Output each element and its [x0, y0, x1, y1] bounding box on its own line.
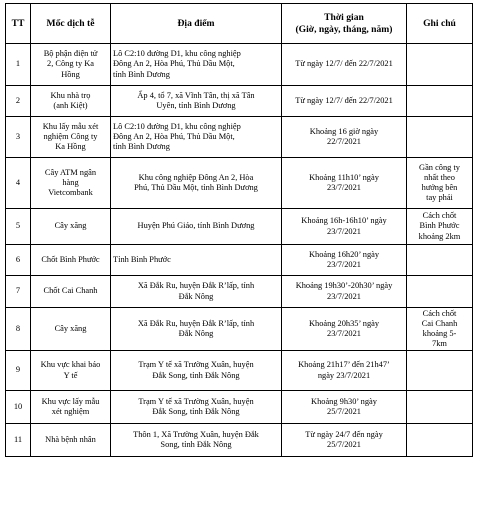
header-tt: TT: [6, 4, 31, 44]
cell-moc: Cây xăng: [31, 209, 111, 245]
cell-ghi-chu: [407, 391, 473, 424]
cell-ghi-chu: [407, 86, 473, 117]
cell-thoi-gian: Từ ngày 12/7/ đến 22/7/2021: [282, 44, 407, 86]
cell-tt: 10: [6, 391, 31, 424]
cell-tt: 4: [6, 158, 31, 209]
cell-moc: Khu nhà trọ (anh Kiệt): [31, 86, 111, 117]
cell-dia-diem: Lô C2:10 đường D1, khu công nghiệp Đông An 2, Hòa Phú, Thủ Dầu Một, tỉnh Bình Dương: [111, 44, 282, 86]
cell-tt: 6: [6, 245, 31, 276]
table-row: [6, 351, 473, 391]
cell-dia-diem: Khu công nghiệp Đông An 2, Hòa Phú, Thủ Dầu Một, tỉnh Bình Dương: [111, 158, 282, 209]
header-ghi-chu: Ghi chú: [407, 4, 473, 44]
cell-ghi-chu: [407, 424, 473, 457]
table-row: [6, 117, 473, 158]
table-row: [6, 391, 473, 424]
cell-dia-diem: Trạm Y tế xã Trường Xuân, huyện Đắk Song, tỉnh Đắk Nông: [111, 351, 282, 391]
cell-tt: 2: [6, 86, 31, 117]
cell-tt: 8: [6, 308, 31, 351]
cell-moc: Bộ phận điện tử 2, Công ty Ka Hồng: [31, 44, 111, 86]
cell-thoi-gian: Từ ngày 24/7 đến ngày 25/7/2021: [282, 424, 407, 457]
cell-ghi-chu: [407, 117, 473, 158]
cell-tt: 9: [6, 351, 31, 391]
cell-moc: Nhà bệnh nhân: [31, 424, 111, 457]
cell-ghi-chu: [407, 245, 473, 276]
header-thoi-gian: Thời gian (Giờ, ngày, tháng, năm): [282, 4, 407, 44]
cell-dia-diem: Ấp 4, tổ 7, xã Vĩnh Tân, thị xã Tân Uyên, tỉnh Bình Dương: [111, 86, 282, 117]
cell-moc: Cây ATM ngân hàng Vietcombank: [31, 158, 111, 209]
table-row: [6, 245, 473, 276]
epidemiology-table: [5, 3, 473, 457]
cell-dia-diem: Xã Đắk Ru, huyện Đắk R’lấp, tỉnh Đắk Nông: [111, 276, 282, 308]
cell-moc: Khu vực khai báo Y tế: [31, 351, 111, 391]
cell-thoi-gian: Khoảng 20h35’ ngày 23/7/2021: [282, 308, 407, 351]
cell-moc: Khu lấy mẫu xét nghiệm Công ty Ka Hồng: [31, 117, 111, 158]
cell-thoi-gian: Khoảng 21h17’ đến 21h47’ ngày 23/7/2021: [282, 351, 407, 391]
table-row: [6, 158, 473, 209]
table-row: [6, 424, 473, 457]
cell-dia-diem: Huyện Phú Giáo, tỉnh Bình Dương: [111, 209, 282, 245]
cell-tt: 7: [6, 276, 31, 308]
cell-tt: 5: [6, 209, 31, 245]
cell-moc: Chốt Bình Phước: [31, 245, 111, 276]
cell-thoi-gian: Khoảng 11h10’ ngày 23/7/2021: [282, 158, 407, 209]
cell-moc: Chốt Cai Chanh: [31, 276, 111, 308]
cell-ghi-chu: [407, 44, 473, 86]
cell-ghi-chu: [407, 276, 473, 308]
cell-moc: Khu vực lấy mẫu xét nghiệm: [31, 391, 111, 424]
table-row: [6, 276, 473, 308]
cell-ghi-chu: Gần công ty nhất theo hướng bên tay phải: [407, 158, 473, 209]
cell-tt: 3: [6, 117, 31, 158]
table-row: [6, 86, 473, 117]
header-dia-diem: Địa điểm: [111, 4, 282, 44]
cell-ghi-chu: Cách chốt Cai Chanh khoảng 5- 7km: [407, 308, 473, 351]
cell-moc: Cây xăng: [31, 308, 111, 351]
header-row: [6, 4, 473, 44]
cell-thoi-gian: Khoảng 16h20’ ngày 23/7/2021: [282, 245, 407, 276]
cell-thoi-gian: Khoảng 16 giờ ngày 22/7/2021: [282, 117, 407, 158]
cell-thoi-gian: Từ ngày 12/7/ đến 22/7/2021: [282, 86, 407, 117]
cell-dia-diem: Thôn 1, Xã Trường Xuân, huyện Đắk Song, tỉnh Đắk Nông: [111, 424, 282, 457]
cell-ghi-chu: [407, 351, 473, 391]
table-row: [6, 308, 473, 351]
cell-tt: 1: [6, 44, 31, 86]
table-row: [6, 44, 473, 86]
header-moc-dich-te: Mốc dịch tễ: [31, 4, 111, 44]
cell-dia-diem: Lô C2:10 đường D1, khu công nghiệp Đông An 2, Hòa Phú, Thủ Dầu Một, tỉnh Bình Dương: [111, 117, 282, 158]
cell-thoi-gian: Khoảng 19h30’-20h30’ ngày 23/7/2021: [282, 276, 407, 308]
cell-tt: 11: [6, 424, 31, 457]
cell-dia-diem: Trạm Y tế xã Trường Xuân, huyện Đắk Song, tỉnh Đắk Nông: [111, 391, 282, 424]
cell-dia-diem: Xã Đắk Ru, huyện Đắk R’lấp, tỉnh Đắk Nông: [111, 308, 282, 351]
table-row: [6, 209, 473, 245]
cell-thoi-gian: Khoảng 16h-16h10’ ngày 23/7/2021: [282, 209, 407, 245]
cell-ghi-chu: Cách chốt Bình Phước khoảng 2km: [407, 209, 473, 245]
cell-dia-diem: Tỉnh Bình Phước: [111, 245, 282, 276]
cell-thoi-gian: Khoảng 9h30’ ngày 25/7/2021: [282, 391, 407, 424]
